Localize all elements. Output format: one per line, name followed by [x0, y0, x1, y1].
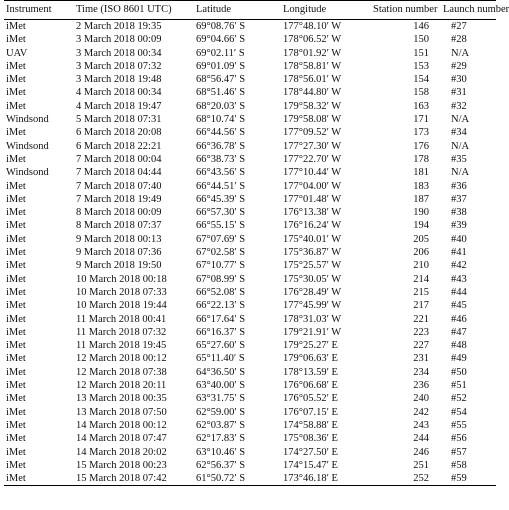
table-row	[4, 33, 496, 46]
cell-station-number: 173	[413, 127, 429, 139]
cell-time: 14 March 2018 00:12	[76, 419, 167, 431]
cell-instrument: iMet	[6, 353, 26, 365]
cell-station-number: 215	[413, 286, 429, 298]
cell-launch-number: N/A	[451, 140, 470, 152]
cell-launch-number: #30	[451, 74, 467, 86]
cell-latitude: 67°02.58′ S	[196, 247, 246, 259]
table-row	[4, 126, 496, 139]
cell-latitude: 63°10.46′ S	[196, 446, 246, 458]
cell-station-number: 187	[413, 193, 429, 205]
cell-launch-number: #29	[451, 60, 467, 72]
table-row	[4, 326, 496, 339]
cell-station-number: 176	[413, 140, 429, 152]
table-row	[4, 339, 496, 352]
cell-instrument: iMet	[6, 419, 26, 431]
cell-launch-number: #47	[451, 326, 467, 338]
cell-station-number: 240	[413, 393, 429, 405]
cell-station-number: 183	[413, 180, 429, 192]
cell-time: 3 March 2018 00:09	[76, 34, 162, 46]
cell-time: 7 March 2018 04:44	[76, 167, 162, 179]
table-row	[4, 20, 496, 34]
cell-instrument: iMet	[6, 340, 26, 352]
cell-longitude: 178°56.01′ W	[283, 74, 342, 86]
cell-station-number: 214	[413, 273, 429, 285]
cell-instrument: iMet	[6, 180, 26, 192]
cell-time: 11 March 2018 19:45	[76, 340, 167, 352]
cell-instrument: iMet	[6, 406, 26, 418]
cell-latitude: 66°44.56′ S	[196, 127, 246, 139]
cell-longitude: 175°30.05′ W	[283, 273, 342, 285]
table-row	[4, 446, 496, 459]
cell-longitude: 176°05.52′ E	[283, 393, 338, 405]
cell-launch-number: N/A	[451, 114, 470, 126]
table-row	[4, 86, 496, 99]
cell-station-number: 190	[413, 207, 429, 219]
cell-latitude: 66°38.73′ S	[196, 153, 246, 165]
table-row	[4, 352, 496, 365]
cell-time: 13 March 2018 00:35	[76, 393, 167, 405]
cell-time: 10 March 2018 00:18	[76, 273, 167, 285]
cell-station-number: 146	[413, 21, 429, 32]
cell-instrument: iMet	[6, 366, 26, 378]
cell-latitude: 64°36.50′ S	[196, 366, 246, 378]
table-row	[4, 193, 496, 206]
cell-latitude: 63°40.00′ S	[196, 380, 246, 392]
table-row	[4, 180, 496, 193]
header-time: Time (ISO 8601 UTC)	[74, 1, 194, 20]
cell-latitude: 66°45.39′ S	[196, 193, 246, 205]
cell-latitude: 62°59.00′ S	[196, 406, 246, 418]
cell-station-number: 243	[413, 419, 429, 431]
cell-station-number: 234	[413, 366, 429, 378]
cell-launch-number: #43	[451, 273, 467, 285]
cell-instrument: iMet	[6, 260, 26, 272]
cell-station-number: 221	[413, 313, 429, 325]
cell-instrument: iMet	[6, 193, 26, 205]
table-row	[4, 406, 496, 419]
cell-instrument: iMet	[6, 446, 26, 458]
cell-time: 12 March 2018 07:38	[76, 366, 167, 378]
table-row	[4, 259, 496, 272]
cell-launch-number: #54	[451, 406, 467, 418]
table-row	[4, 273, 496, 286]
cell-launch-number: #36	[451, 180, 467, 192]
cell-launch-number: #56	[451, 433, 467, 445]
cell-latitude: 63°31.75′ S	[196, 393, 246, 405]
cell-launch-number: N/A	[451, 167, 470, 179]
cell-longitude: 174°58.88′ E	[283, 419, 338, 431]
cell-launch-number: #41	[451, 247, 467, 259]
cell-time: 2 March 2018 19:35	[76, 21, 162, 32]
cell-launch-number: #48	[451, 340, 467, 352]
table-row	[4, 432, 496, 445]
cell-time: 5 March 2018 07:31	[76, 114, 162, 126]
cell-time: 13 March 2018 07:50	[76, 406, 167, 418]
cell-station-number: 244	[413, 433, 429, 445]
cell-station-number: 242	[413, 406, 429, 418]
cell-longitude: 178°58.81′ W	[283, 60, 342, 72]
cell-launch-number: #46	[451, 313, 467, 325]
cell-longitude: 179°25.27′ E	[283, 340, 338, 352]
table-row	[4, 246, 496, 259]
table-row	[4, 153, 496, 166]
cell-time: 3 March 2018 00:34	[76, 47, 162, 59]
cell-instrument: iMet	[6, 100, 26, 112]
cell-longitude: 177°48.10′ W	[283, 21, 342, 32]
cell-longitude: 177°45.99′ W	[283, 300, 342, 312]
cell-launch-number: #28	[451, 34, 467, 46]
cell-station-number: 236	[413, 380, 429, 392]
cell-station-number: 231	[413, 353, 429, 365]
cell-instrument: Windsond	[6, 114, 49, 126]
cell-longitude: 175°36.87′ W	[283, 247, 342, 259]
cell-launch-number: #50	[451, 366, 467, 378]
cell-time: 10 March 2018 19:44	[76, 300, 167, 312]
cell-longitude: 173°46.18′ E	[281, 472, 371, 486]
cell-longitude: 178°31.03′ W	[283, 313, 342, 325]
cell-launch-number: N/A	[451, 47, 470, 59]
cell-instrument: Windsond	[6, 167, 49, 179]
cell-launch-number: #34	[451, 127, 467, 139]
cell-station-number: 210	[413, 260, 429, 272]
cell-latitude: 67°07.69′ S	[196, 233, 246, 245]
cell-time: 14 March 2018 07:47	[76, 433, 167, 445]
table-row	[4, 366, 496, 379]
cell-latitude: 66°52.08′ S	[196, 286, 246, 298]
cell-instrument: iMet	[6, 74, 26, 86]
cell-longitude: 177°09.52′ W	[283, 127, 342, 139]
cell-instrument: iMet	[6, 207, 26, 219]
cell-instrument: iMet	[4, 472, 74, 486]
cell-launch-number: #55	[451, 419, 467, 431]
cell-instrument: iMet	[6, 273, 26, 285]
cell-launch-number: #35	[451, 153, 467, 165]
table-row	[4, 472, 496, 486]
cell-time: 9 March 2018 00:13	[76, 233, 162, 245]
cell-latitude: 66°22.13′ S	[196, 300, 246, 312]
cell-latitude: 68°56.47′ S	[196, 74, 246, 86]
cell-latitude: 69°02.11′ S	[196, 47, 245, 59]
header-station-number: Station number	[371, 1, 441, 20]
cell-time: 8 March 2018 07:37	[76, 220, 162, 232]
cell-latitude: 61°50.72′ S	[194, 472, 281, 486]
cell-launch-number: #37	[451, 193, 467, 205]
cell-time: 12 March 2018 20:11	[76, 380, 167, 392]
cell-launch-number: #27	[451, 21, 467, 32]
cell-latitude: 69°04.66′ S	[196, 34, 246, 46]
cell-instrument: iMet	[6, 34, 26, 46]
cell-station-number: 150	[413, 34, 429, 46]
cell-instrument: iMet	[6, 60, 26, 72]
table-row	[4, 392, 496, 405]
cell-latitude: 65°27.60′ S	[196, 340, 246, 352]
cell-longitude: 179°58.08′ W	[283, 114, 342, 126]
header-row	[4, 1, 496, 20]
cell-station-number: 194	[413, 220, 429, 232]
cell-time: 7 March 2018 00:04	[76, 153, 162, 165]
table-row	[4, 166, 496, 179]
table-row	[4, 206, 496, 219]
table-row	[4, 379, 496, 392]
cell-launch-number: #51	[451, 380, 467, 392]
cell-launch-number: #49	[451, 353, 467, 365]
cell-time: 9 March 2018 19:50	[76, 260, 162, 272]
cell-longitude: 177°10.44′ W	[283, 167, 342, 179]
cell-time: 9 March 2018 07:36	[76, 247, 162, 259]
header-longitude: Longitude	[281, 1, 371, 20]
cell-longitude: 179°06.63′ E	[283, 353, 338, 365]
cell-time: 6 March 2018 22:21	[76, 140, 162, 152]
table-row	[4, 47, 496, 60]
cell-launch-number: #52	[451, 393, 467, 405]
table-row	[4, 73, 496, 86]
table-row	[4, 459, 496, 472]
cell-longitude: 176°28.49′ W	[283, 286, 342, 298]
cell-latitude: 62°17.83′ S	[196, 433, 246, 445]
cell-longitude: 176°16.24′ W	[283, 220, 342, 232]
cell-time: 12 March 2018 00:12	[76, 353, 167, 365]
cell-longitude: 174°15.47′ E	[283, 459, 338, 471]
cell-time: 10 March 2018 07:33	[76, 286, 167, 298]
cell-longitude: 175°25.57′ W	[283, 260, 342, 272]
cell-latitude: 68°10.74′ S	[196, 114, 246, 126]
cell-latitude: 66°36.78′ S	[196, 140, 246, 152]
cell-instrument: iMet	[6, 21, 26, 32]
table-row	[4, 140, 496, 153]
cell-latitude: 66°44.51′ S	[196, 180, 246, 192]
cell-longitude: 177°01.48′ W	[283, 193, 342, 205]
cell-launch-number: #39	[451, 220, 467, 232]
cell-instrument: iMet	[6, 326, 26, 338]
cell-instrument: iMet	[6, 286, 26, 298]
cell-latitude: 69°01.09′ S	[196, 60, 246, 72]
cell-instrument: iMet	[6, 459, 26, 471]
table-row	[4, 299, 496, 312]
cell-station-number: 171	[413, 114, 429, 126]
cell-latitude: 69°08.76′ S	[196, 21, 246, 32]
cell-longitude: 175°08.36′ E	[283, 433, 338, 445]
cell-instrument: Windsond	[6, 140, 49, 152]
cell-station-number: 206	[413, 247, 429, 259]
cell-time: 3 March 2018 19:48	[76, 74, 162, 86]
cell-station-number: 178	[413, 153, 429, 165]
cell-latitude: 65°11.40′ S	[196, 353, 245, 365]
cell-launch-number: #58	[451, 459, 467, 471]
cell-longitude: 178°44.80′ W	[283, 87, 342, 99]
cell-longitude: 176°13.38′ W	[283, 207, 342, 219]
cell-time: 14 March 2018 20:02	[76, 446, 167, 458]
cell-instrument: iMet	[6, 433, 26, 445]
cell-time: 3 March 2018 07:32	[76, 60, 162, 72]
cell-latitude: 62°03.87′ S	[196, 419, 246, 431]
cell-longitude: 179°21.91′ W	[283, 326, 342, 338]
cell-instrument: iMet	[6, 313, 26, 325]
cell-time: 4 March 2018 00:34	[76, 87, 162, 99]
cell-latitude: 66°43.56′ S	[196, 167, 246, 179]
cell-longitude: 178°01.92′ W	[283, 47, 342, 59]
cell-instrument: iMet	[6, 220, 26, 232]
cell-launch-number: #57	[451, 446, 467, 458]
cell-launch-number: #38	[451, 207, 467, 219]
cell-time: 11 March 2018 07:32	[76, 326, 167, 338]
cell-latitude: 67°10.77′ S	[196, 260, 246, 272]
cell-longitude: 174°27.50′ E	[283, 446, 338, 458]
table-row	[4, 113, 496, 126]
table-row	[4, 100, 496, 113]
cell-latitude: 67°08.99′ S	[196, 273, 246, 285]
table-row	[4, 286, 496, 299]
cell-instrument: iMet	[6, 380, 26, 392]
cell-time: 4 March 2018 19:47	[76, 100, 162, 112]
cell-instrument: iMet	[6, 247, 26, 259]
cell-longitude: 177°22.70′ W	[283, 153, 342, 165]
header-launch-number: Launch number	[441, 1, 496, 20]
cell-latitude: 66°55.15′ S	[196, 220, 246, 232]
table-row	[4, 313, 496, 326]
cell-instrument: iMet	[6, 153, 26, 165]
cell-longitude: 179°58.32′ W	[283, 100, 342, 112]
table-row	[4, 419, 496, 432]
table-row	[4, 60, 496, 73]
cell-station-number: 252	[371, 472, 441, 486]
cell-launch-number: #40	[451, 233, 467, 245]
launch-table	[4, 0, 509, 486]
cell-latitude: 68°51.46′ S	[196, 87, 246, 99]
cell-station-number: 154	[413, 74, 429, 86]
cell-time: 15 March 2018 07:42	[74, 472, 194, 486]
cell-time: 7 March 2018 19:49	[76, 193, 162, 205]
cell-latitude: 66°17.64′ S	[196, 313, 246, 325]
cell-station-number: 205	[413, 233, 429, 245]
cell-station-number: 163	[413, 100, 429, 112]
cell-station-number: 151	[413, 47, 429, 59]
cell-station-number: 217	[413, 300, 429, 312]
cell-time: 11 March 2018 00:41	[76, 313, 167, 325]
cell-launch-number: #45	[451, 300, 467, 312]
cell-latitude: 68°20.03′ S	[196, 100, 246, 112]
cell-station-number: 227	[413, 340, 429, 352]
cell-time: 6 March 2018 20:08	[76, 127, 162, 139]
cell-launch-number: #59	[441, 472, 496, 486]
cell-station-number: 223	[413, 326, 429, 338]
cell-station-number: 181	[413, 167, 429, 179]
cell-time: 15 March 2018 00:23	[76, 459, 167, 471]
cell-instrument: UAV	[6, 47, 28, 59]
cell-station-number: 153	[413, 60, 429, 72]
cell-instrument: iMet	[6, 87, 26, 99]
cell-instrument: iMet	[6, 393, 26, 405]
cell-launch-number: #31	[451, 87, 467, 99]
header-instrument: Instrument	[4, 1, 74, 20]
cell-longitude: 177°27.30′ W	[283, 140, 342, 152]
cell-longitude: 176°06.68′ E	[283, 380, 338, 392]
header-latitude: Latitude	[194, 1, 281, 20]
cell-longitude: 178°13.59′ E	[283, 366, 338, 378]
cell-launch-number: #44	[451, 286, 467, 298]
cell-longitude: 175°40.01′ W	[283, 233, 342, 245]
table-row	[4, 219, 496, 232]
cell-station-number: 246	[413, 446, 429, 458]
table-body	[4, 20, 496, 486]
cell-time: 8 March 2018 00:09	[76, 207, 162, 219]
cell-station-number: 158	[413, 87, 429, 99]
cell-station-number: 251	[413, 459, 429, 471]
cell-longitude: 178°06.52′ W	[283, 34, 342, 46]
cell-longitude: 176°07.15′ E	[283, 406, 338, 418]
table-row	[4, 233, 496, 246]
cell-latitude: 62°56.37′ S	[196, 459, 246, 471]
cell-launch-number: #32	[451, 100, 467, 112]
cell-launch-number: #42	[451, 260, 467, 272]
cell-instrument: iMet	[6, 127, 26, 139]
cell-instrument: iMet	[6, 300, 26, 312]
cell-instrument: iMet	[6, 233, 26, 245]
cell-latitude: 66°16.37′ S	[196, 326, 246, 338]
cell-longitude: 177°04.00′ W	[283, 180, 342, 192]
cell-time: 7 March 2018 07:40	[76, 180, 162, 192]
cell-latitude: 66°57.30′ S	[196, 207, 246, 219]
